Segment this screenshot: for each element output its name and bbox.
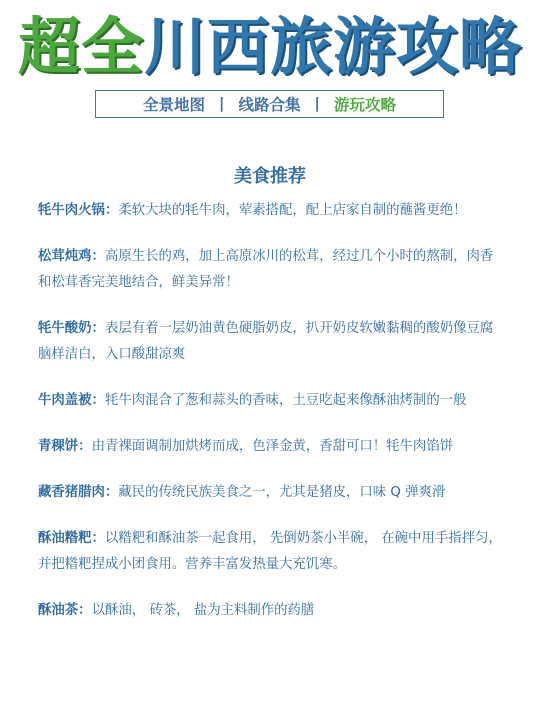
food-desc: 由青裸面调制加烘烤而成，色泽金黄，香甜可口！牦牛肉馅饼	[91, 439, 454, 454]
food-item	[38, 388, 504, 414]
food-item	[38, 316, 504, 368]
section-title: 美食推荐	[234, 166, 306, 187]
food-desc: 高原生长的鸡，加上高原冰川的松茸，经过几个小时的熬制，肉香和松茸香完美地结合，鲜美异常！	[38, 249, 494, 290]
hero-title-green: 超全	[17, 10, 144, 83]
subtitle-item-routes: 线路合集	[238, 96, 301, 114]
subtitle-item-tips: 游玩攻略	[334, 96, 397, 114]
food-item	[38, 198, 504, 224]
food-name: 牦牛肉火锅：	[38, 203, 119, 218]
food-desc: 柔软大块的牦牛肉，荤素搭配，配上店家自制的蘸酱更绝！	[118, 203, 467, 218]
food-item	[38, 244, 504, 296]
food-item	[38, 598, 504, 624]
food-item	[38, 434, 504, 460]
subtitle-item-map: 全景地图	[142, 96, 205, 114]
food-name: 牛肉盖被：	[38, 393, 105, 408]
hero-title-blue: 川西旅游攻略	[144, 10, 523, 83]
food-list	[38, 198, 504, 644]
hero-title	[0, 8, 540, 86]
food-desc: 表层有着一层奶油黄色硬脂奶皮，扒开奶皮软嫩黏稠的酸奶像豆腐脑样洁白，入口酸甜凉爽	[38, 321, 494, 362]
food-desc: 藏民的传统民族美食之一，尤其是猪皮，口味 Q 弹爽滑	[118, 485, 446, 500]
food-name: 藏香猪腊肉：	[38, 485, 119, 500]
food-name: 酥油糌粑：	[38, 531, 105, 546]
food-item	[38, 480, 504, 506]
food-name: 松茸炖鸡：	[38, 249, 105, 264]
subtitle-bar	[95, 90, 444, 118]
food-desc: 牦牛肉混合了葱和蒜头的香味，土豆吃起来像酥油烤制的一般	[104, 393, 467, 408]
food-name: 青稞饼：	[38, 439, 92, 454]
subtitle-separator: 丨	[309, 96, 326, 114]
food-desc: 以糌粑和酥油茶一起食用， 先倒奶茶小半碗， 在碗中用手指拌匀， 并把糌粑捏成小团食用。营养丰富发热量大充饥寒。	[38, 531, 502, 572]
food-name: 酥油茶：	[38, 603, 92, 618]
food-name: 牦牛酸奶：	[38, 321, 105, 336]
food-desc: 以酥油， 砖茶， 盐为主料制作的药膳	[91, 603, 315, 618]
food-item	[38, 526, 504, 578]
subtitle-separator: 丨	[213, 96, 230, 114]
